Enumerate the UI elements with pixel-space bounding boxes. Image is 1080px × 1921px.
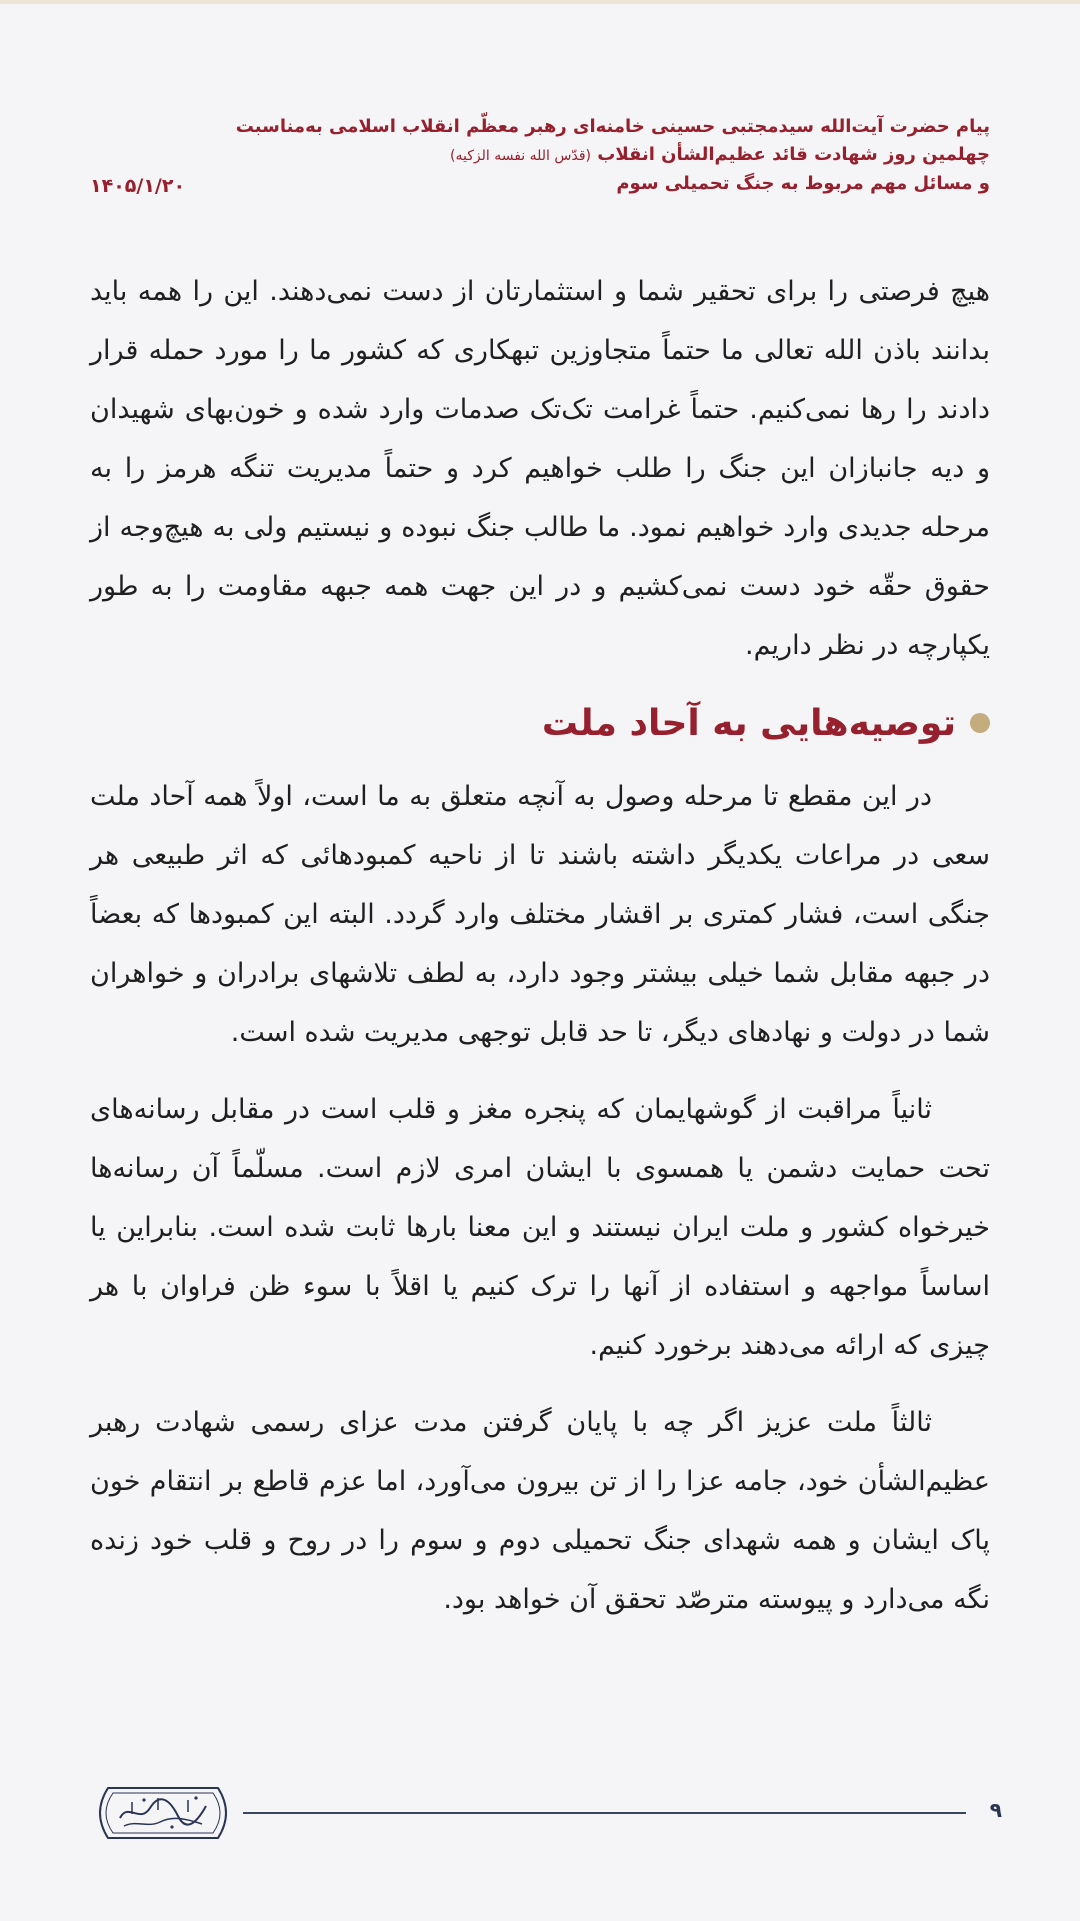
header-title-line-2 — [210, 141, 990, 171]
paragraph-2: در این مقطع تا مرحله وصول به آنچه متعلق به ما است، اولاً همه آحاد ملت سعی در مراعات یکدیگر داشته باشند تا از ناحیه کمبودهائی که اثر طبیعی هر جنگی است، فشار کمتری بر اقشار مختلف وارد گردد. البته این کمبودها که بعضاً در جبهه مقابل شما خیلی بیشتر وجود دارد، به لطف تلاشهای برادران و خواهران شما در دولت و نهادهای دیگر، تا حد قابل توجهی مدیریت شده است. — [90, 781, 990, 1048]
page-header — [90, 113, 990, 205]
bullet-dot-icon — [970, 713, 990, 733]
header-title-note: (قدّس الله نفسه الزکیه) — [450, 147, 591, 164]
section-heading — [90, 693, 990, 753]
page-footer — [88, 1780, 1002, 1846]
section-heading-text: توصیه‌هایی به آحاد ملت — [541, 702, 956, 744]
header-title-line-2-text: چهلمین روز شهادت قائد عظیم‌الشأن انقلاب — [597, 143, 990, 165]
header-title-line-1: پیام حضرت آیت‌الله سیدمجتبی حسینی خامنه‌ای رهبر معظّم انقلاب اسلامی به‌مناسبت — [235, 116, 990, 137]
page-number: ۹ — [989, 1798, 1002, 1822]
top-border-strip — [0, 0, 1080, 4]
header-title — [210, 113, 990, 198]
paragraph-3: ثانیاً مراقبت از گوشهایمان که پنجره مغز و قلب است در مقابل رسانه‌های تحت حمایت دشمن یا همسوی با ایشان امری لازم است. مسلّماً آن رسانه‌ها خیرخواه کشور و ملت ایران نیستند و این معنا بارها ثابت شده است. بنابراین یا اساساً مواجهه و استفاده از آنها را ترک کنیم یا اقلاً با سوء ظن فراوان با هر چیزی که ارائه می‌دهند برخورد کنیم. — [90, 1094, 990, 1361]
page-content — [90, 262, 990, 1629]
header-date: ۱۴۰۵/۱/۲۰ — [90, 175, 186, 197]
paragraph-4: ثالثاً ملت عزیز اگر چه با پایان گرفتن مدت عزای رسمی شهادت رهبر عظیم‌الشأن خود، جامه عزا را از تن بیرون می‌آورد، اما عزم قاطع بر انتقام خون پاک ایشان و همه شهدای جنگ تحمیلی دوم و سوم را در روح و قلب خود زنده نگه می‌دارد و پیوسته مترصّد تحقق آن خواهد بود. — [90, 1407, 990, 1615]
header-title-line-3: و مسائل مهم مربوط به جنگ تحمیلی سوم — [616, 173, 990, 194]
signature-seal-icon — [88, 1780, 238, 1846]
footer-divider — [243, 1812, 966, 1814]
paragraph-1: هیچ فرصتی را برای تحقیر شما و استثمارتان از دست نمی‌دهند. این را همه باید بدانند باذن الله تعالی ما حتماً متجاوزین تبهکاری که کشور ما را مورد حمله قرار دادند را رها نمی‌کنیم. حتماً غرامت تک‌تک صدمات وارد شده و خون‌بهای شهیدان و دیه جانبازان این جنگ را طلب خواهیم کرد و حتماً مدیریت تنگه هرمز را به مرحله جدیدی وارد خواهیم نمود. ما طالب جنگ نبوده و نیستیم ولی به هیچ‌وجه از حقوق حقّه خود دست نمی‌کشیم و در این جهت همه جبهه مقاومت را به طور یکپارچه در نظر داریم. — [90, 276, 990, 661]
